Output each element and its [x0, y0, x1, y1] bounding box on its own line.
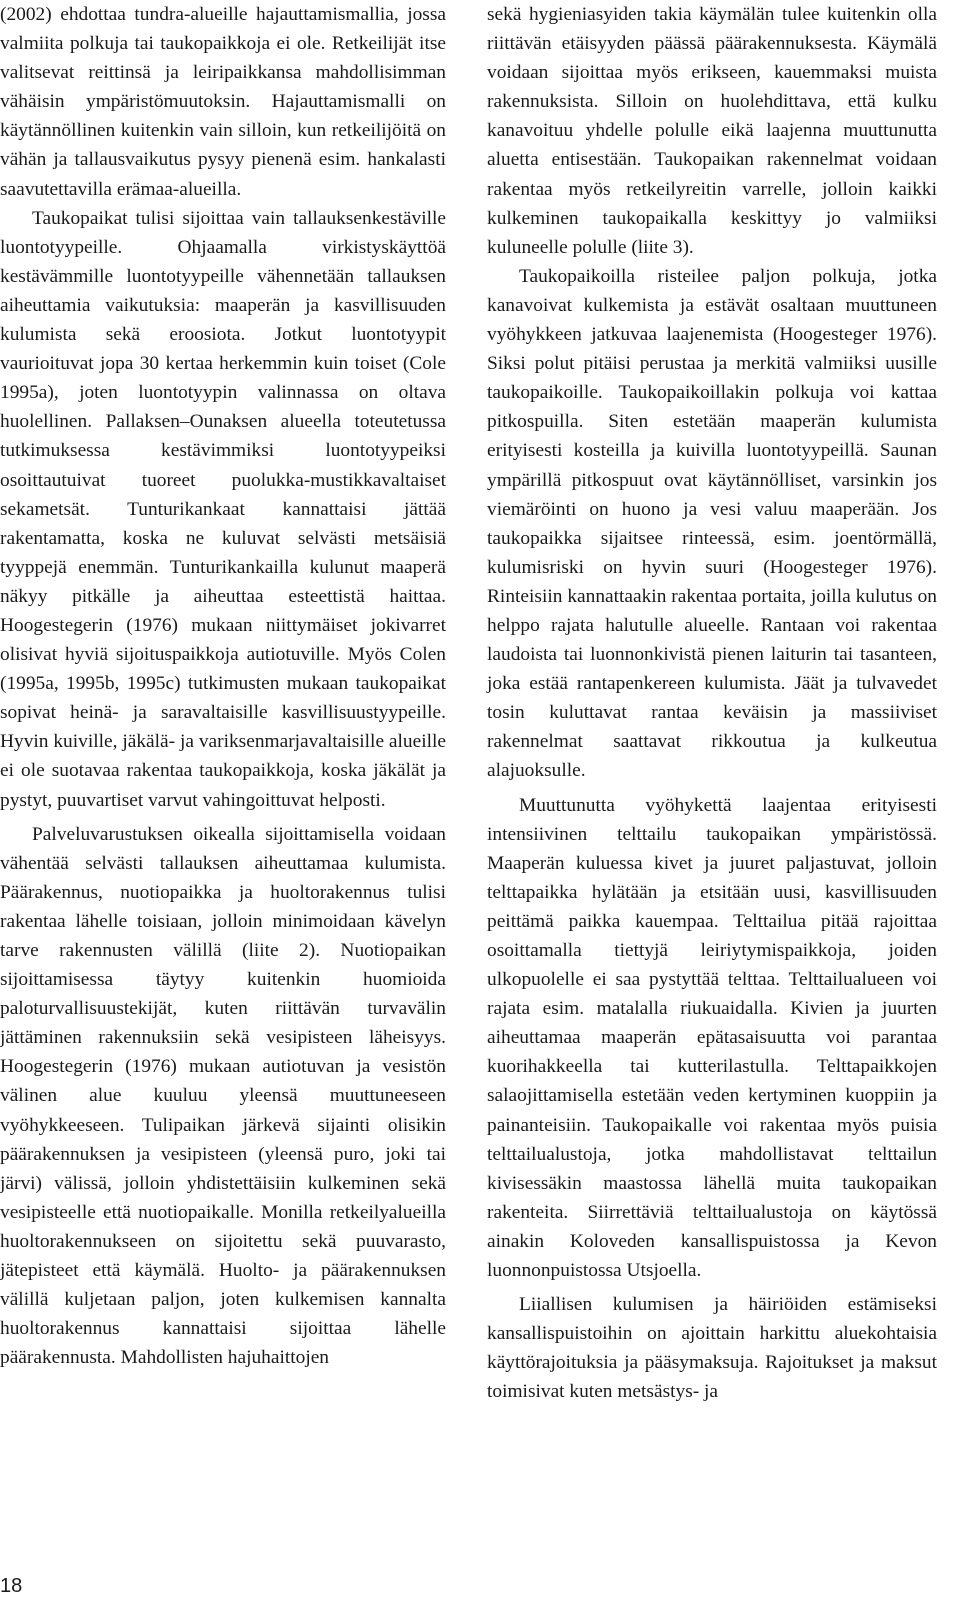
- right-paragraph-4: Liiallisen kulumisen ja häiriöiden estämiseksi kansallispuistoihin on ajoittain harkittu aluekohtaisia käyttörajoituksia ja pääsymaksuja. Rajoitukset ja maksut toimisivat kuten metsästys- ja: [487, 1294, 937, 1403]
- left-paragraph-3: Palveluvarustuksen oikealla sijoittamisella voidaan vähentää selvästi tallauksen aiheuttamaa kulumista. Päärakennus, nuotiopaikka ja huoltorakennus tulisi rakentaa lähelle toisiaan, jolloin minimoidaan kävelyn tarve rakennusten välillä (liite 2). Nuotiopaikan sijoittamisessa täytyy kuitenkin huomioida paloturvallisuustekijät, kuten riittävän turvavälin jättäminen rakennuksiin sekä vesipisteen läheisyys. Hoogestegerin (1976) mukaan autiotuvan ja vesistön välinen alue kuuluu yleensä muuttuneeseen vyöhykkeeseen. Tulipaikan järkevä sijainti olisikin päärakennuksen ja vesipisteen (yleensä puro, joki tai järvi) välissä, jolloin yhdistettäisiin kulkeminen sekä vesipisteelle että nuotiopaikalle. Monilla retkeilyalueilla huoltorakennukseen on sijoitettu sekä puuvarasto, jätepisteet että käymälä. Huolto- ja päärakennuksen välillä kuljetaan paljon, joten kulkemisen kannalta huoltorakennus kannattaisi sijoittaa lähelle päärakennusta. Mahdollisten hajuhaittojen: [0, 823, 446, 1369]
- right-paragraph-1: sekä hygieniasyiden takia käymälän tulee kuitenkin olla riittävän etäisyyden päässä päärakennuksesta. Käymälä voidaan sijoittaa myös erikseen, kauemmaksi muista rakennuksista. Silloin on huolehdittava, että kulku kanavoituu yhdelle polulle eikä laajenna muuttunutta aluetta entisestään. Taukopaikan rakennelmat voidaan rakentaa myös retkeilyreitin varrelle, jolloin kaikki kulkeminen taukopaikalla keskittyy jo valmiiksi kuluneelle polulle (liite 3).: [487, 4, 937, 258]
- left-paragraph-1: (2002) ehdottaa tundra-alueille hajauttamismallia, jossa valmiita polkuja tai taukopaikkoja ei ole. Retkeilijät itse valitsevat reittinsä ja leiripaikkansa mahdollisimman vähäisin ympäristömuutoksin. Hajauttamismalli on käytännöllinen kuitenkin vain silloin, kun retkeilijöitä on vähän ja tallausvaikutus pysyy pienenä esim. hankalasti saavutettavilla erämaa-alueilla.: [0, 4, 446, 200]
- right-text-column: [487, 0, 937, 1407]
- page-number: 18: [0, 1575, 23, 1597]
- left-paragraph-2: Taukopaikat tulisi sijoittaa vain tallauksenkestäville luontotyypeille. Ohjaamalla virkistyskäyttöä kestävämmille luontotyypeille vähennetään tallauksen aiheuttamia vaikutuksia: maaperän ja kasvillisuuden kulumista sekä eroosiota. Jotkut luontotyypit vaurioituvat jopa 30 kertaa herkemmin kuin toiset (Cole 1995a), joten luontotyypin valinnassa on oltava huolellinen. Pallaksen–Ounaksen alueella toteutetussa tutkimuksessa kestävimmiksi luontotyypeiksi osoittautuivat tuoreet puolukka-mustikkavaltaiset sekametsät. Tunturikankaat kannattaisi jättää rakentamatta, koska ne kuluvat selvästi metsäisiä tyyppejä enemmän. Tunturikankailla kulunut maaperä näkyy pitkälle ja aiheuttaa esteettistä haittaa. Hoogestegerin (1976) mukaan niittymäiset jokivarret olisivat hyviä sijoituspaikkoja autiotuville. Myös Colen (1995a, 1995b, 1995c) tutkimusten mukaan taukopaikat sopivat heinä- ja saravaltaisille kasvillisuustyypeille. Hyvin kuiville, jäkälä- ja variksenmarjavaltaisille alueille ei ole suotavaa rakentaa taukopaikkoja, koska jäkälät ja pystyt, puuvartiset varvut vahingoittuvat helposti.: [0, 207, 446, 811]
- right-paragraph-3: Muuttunutta vyöhykettä laajentaa erityisesti intensiivinen telttailu taukopaikan ympäristössä. Maaperän kuluessa kivet ja juuret paljastuvat, jolloin telttapaikka hylätään ja etsitään uusi, kasvillisuuden peittämä paikka kauempaa. Telttailua pitää rajoittaa osoittamalla tiettyjä leiriytymispaikkoja, joiden ulkopuolelle ei saa pystyttää telttaa. Telttailualueen voi rajata esim. matalalla riukuaidalla. Kivien ja juurten aiheuttamaa maaperän epätasaisuutta voi parantaa kuorihakkeella tai kutterilastulla. Telttapaikkojen salaojittamisella estetään veden kertyminen kuoppiin ja painanteisiin. Taukopaikalle voi rakentaa myös puisia telttailualustoja, jotka mahdollistavat telttailun kivisessäkin maastossa lähellä muita taukopaikan rakenteita. Siirrettäviä telttailualustoja on käytössä ainakin Koloveden kansallispuistossa ja Kevon luonnonpuistossa Utsjoella.: [487, 794, 937, 1282]
- left-text-column: [0, 0, 446, 1372]
- right-paragraph-2: Taukopaikoilla risteilee paljon polkuja, jotka kanavoivat kulkemista ja estävät osaltaan muuttuneen vyöhykkeen jatkuvaa laajenemista (Hoogesteger 1976). Siksi polut pitäisi perustaa ja merkitä valmiiksi uusille taukopaikoille. Taukopaikoillakin polkuja voi kattaa pitkospuilla. Siten estetään maaperän kulumista erityisesti kosteilla ja kuivilla luontotyypeillä. Saunan ympärillä pitkospuut ovat käytännölliset, varsinkin jos viemäröinti on huono ja vesi valuu maaperään. Jos taukopaikka sijaitsee rinteessä, esim. joentörmällä, kulumisriski on hyvin suuri (Hoogesteger 1976). Rinteisiin kannattaakin rakentaa portaita, joilla kulutus on helppo rajata halutulle alueelle. Rantaan voi rakentaa laudoista tai luonnonkivistä pienen laiturin tai tasanteen, joka estää rantapenkereen kulumista. Jäät ja tulvavedet tosin kuluttavat rantaa keväisin ja massiiviset rakennelmat saattavat rikkoutua ja kulkeutua alajuoksulle.: [487, 265, 937, 782]
